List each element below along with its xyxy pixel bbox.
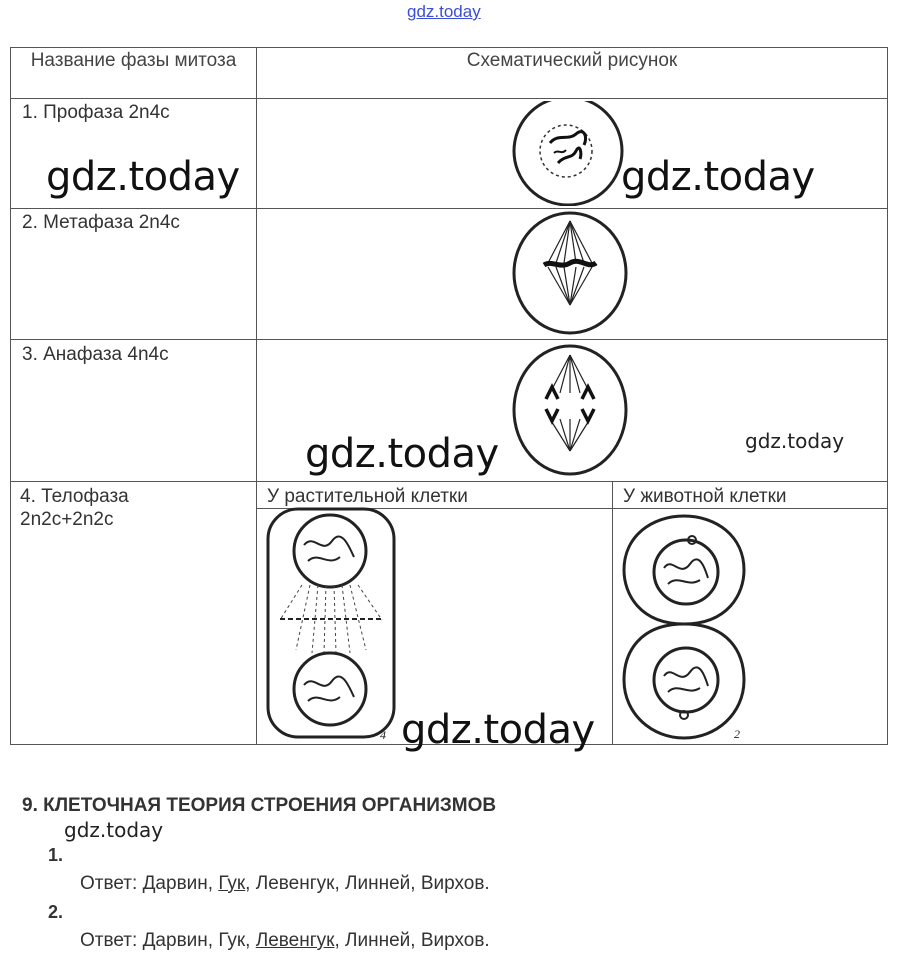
scientist-name: Вирхов: [420, 930, 485, 951]
scientist-name: Дарвин: [142, 873, 208, 894]
scientist-name: Линней: [345, 873, 411, 894]
section-title: 9. КЛЕТОЧНАЯ ТЕОРИЯ СТРОЕНИЯ ОРГАНИЗМОВ: [22, 795, 497, 816]
top-watermark-link[interactable]: gdz.today: [407, 2, 481, 21]
row-anaphase-label: 3. Анафаза 4n4c: [22, 344, 169, 365]
question-1-number: 1.: [48, 845, 64, 865]
scientist-name-underlined: Левенгук: [255, 930, 335, 951]
watermark-telophase: gdz.today: [401, 707, 595, 753]
prophase-cell-figure: [510, 101, 630, 206]
question-2-answer: Ответ: Дарвин, Гук, Левенгук, Линней, Вирхов.: [80, 930, 490, 951]
anaphase-cell-figure: [512, 343, 632, 478]
watermark-anaphase-center: gdz.today: [305, 431, 499, 477]
scientist-name: Дарвин: [142, 930, 208, 951]
header-schematic-drawing: Схематический рисунок: [466, 50, 678, 71]
watermark-prophase-left: gdz.today: [46, 154, 240, 200]
watermark-prophase-right: gdz.today: [621, 154, 815, 200]
question-1-answer: Ответ: Дарвин, Гук, Левенгук, Линней, Вирхов.: [80, 873, 490, 894]
row-telophase-label: 4. Телофаза 2n2c+2n2c: [20, 486, 129, 530]
scientist-name-underlined: Гук: [218, 873, 246, 894]
scientist-name: Левенгук: [255, 873, 335, 894]
telophase-plant-subheader: У растительной клетки: [267, 486, 468, 507]
telophase-animal-subheader: У животной клетки: [623, 486, 787, 507]
row-prophase-label: 1. Профаза 2n4c: [22, 102, 170, 123]
telophase-animal-cell-figure: [618, 512, 753, 742]
answer-prefix: Ответ:: [80, 873, 143, 894]
row-metaphase-label: 2. Метафаза 2n4c: [22, 212, 180, 233]
watermark-section: gdz.today: [64, 818, 164, 842]
plant-figure-number: 4: [380, 728, 386, 742]
scientist-name: Гук: [218, 930, 246, 951]
animal-figure-number: 2: [734, 727, 740, 741]
telophase-plant-cell-figure: [262, 505, 402, 743]
answer-prefix: Ответ:: [80, 930, 143, 951]
scientist-name: Линней: [345, 930, 411, 951]
metaphase-cell-figure: [512, 211, 630, 337]
scientist-name: Вирхов: [420, 873, 485, 894]
watermark-anaphase-right: gdz.today: [745, 429, 845, 453]
header-phase-name: Название фазы митоза: [30, 50, 237, 71]
question-2-number: 2.: [48, 902, 64, 922]
